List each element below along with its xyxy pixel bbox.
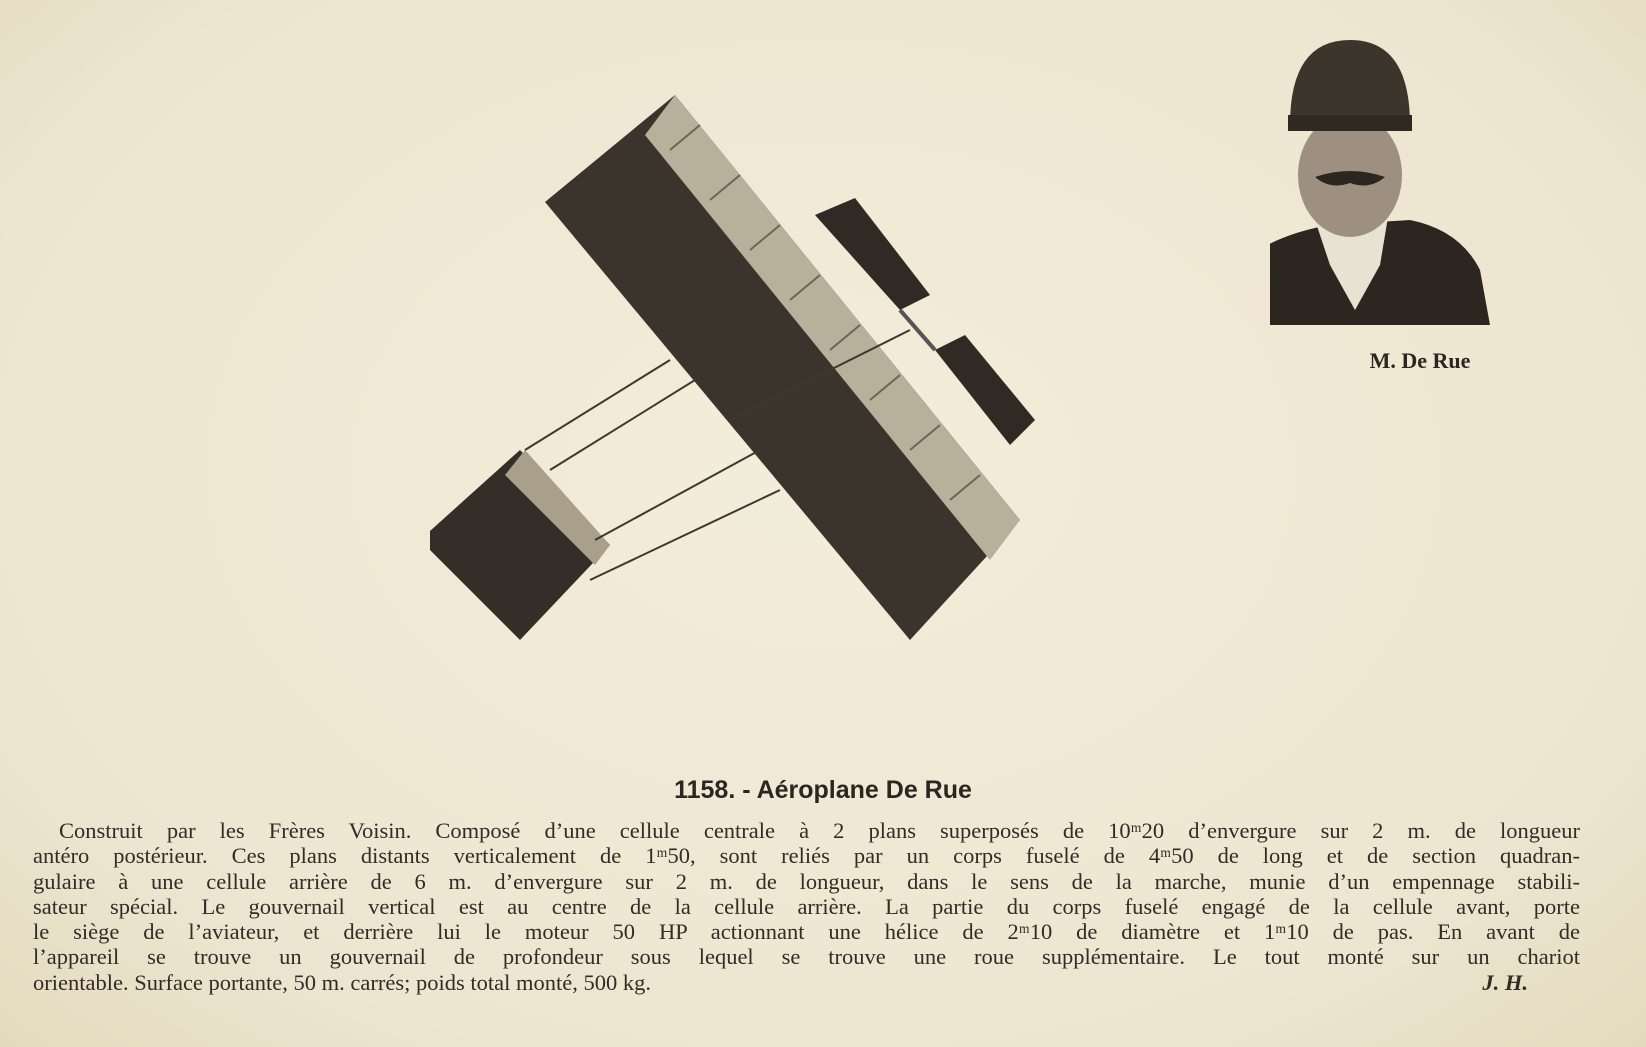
description-line: sateur spécial. Le gouvernail vertical est au centre de la cellule arrière. La partie du corps fuselé engagé de la cellule avant, porte xyxy=(33,893,1580,919)
description-line: le siège de l’aviateur, et derrière lui le moteur 50 HP actionnant une hélice de 2ᵐ10 de diamètre et 1ᵐ10 de pas. En avant de xyxy=(33,919,1580,945)
tail-cell xyxy=(430,450,610,640)
main-wing-cell xyxy=(545,95,1020,640)
description-line: antéro postérieur. Ces plans distants verticalement de 1ᵐ50, sont reliés par un corps fuselé de 4ᵐ50 de long et de section quadran- xyxy=(33,843,1580,869)
pilot-portrait xyxy=(1270,35,1530,325)
portrait-caption: M. De Rue xyxy=(1369,348,1471,373)
description-line: Construit par les Frères Voisin. Composé d’une cellule centrale à 2 plans superposés de 10ᵐ20 d’envergure sur 2 m. de longueur xyxy=(59,818,1580,843)
aeroplane-photo xyxy=(430,90,1070,660)
description-line: orientable. Surface portante, 50 m. carrés; poids total monté, 500 kg. xyxy=(33,969,651,995)
description-line: l’appareil se trouve un gouvernail de profondeur sous lequel se trouve une roue supplémentaire. Le tout monté sur un chariot xyxy=(33,944,1580,970)
author-signature: J. H. xyxy=(1482,969,1528,995)
description-line: gulaire à une cellule arrière de 6 m. d’envergure sur 2 m. de longueur, dans le sens de la marche, munie d’un empennage stabili- xyxy=(33,868,1580,894)
description-text xyxy=(33,818,1580,995)
description-last-line xyxy=(33,970,1580,995)
postcard-title: 1158. - Aéroplane De Rue xyxy=(674,776,972,804)
